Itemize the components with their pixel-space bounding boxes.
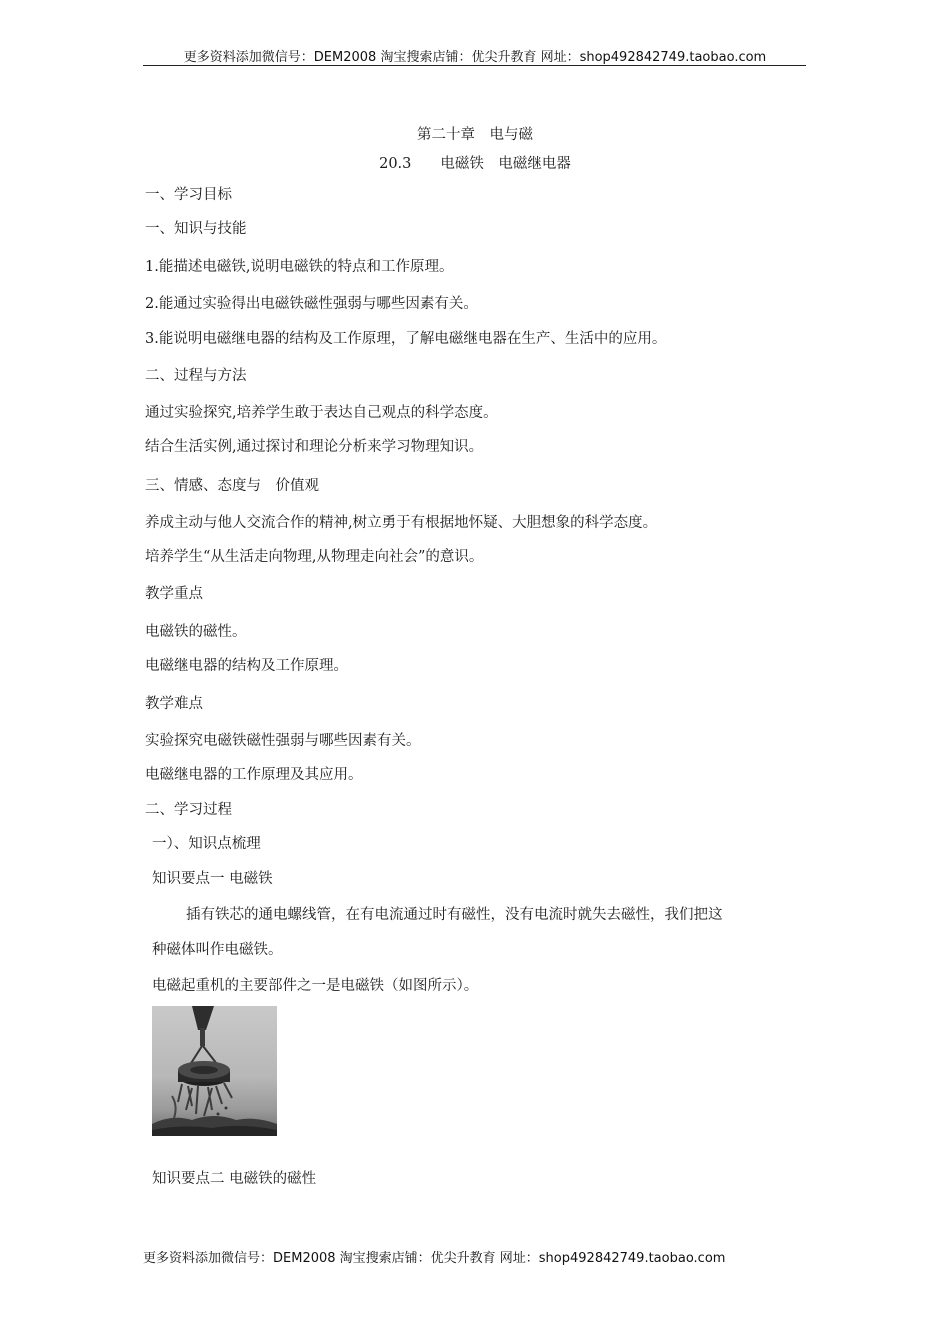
electromagnetic-crane-photo (152, 1006, 277, 1136)
focus-item-2: 电磁继电器的结构及工作原理。 (145, 658, 348, 674)
heading-teaching-difficulty: 教学难点 (145, 696, 203, 712)
paragraph-process-2: 结合生活实例,通过探讨和理论分析来学习物理知识。 (145, 439, 484, 455)
heading-attitude-values: 三、情感、态度与 价值观 (145, 478, 319, 494)
difficulty-item-2: 电磁继电器的工作原理及其应用。 (145, 767, 363, 783)
header-divider (143, 65, 806, 66)
focus-item-1: 电磁铁的磁性。 (145, 624, 247, 640)
paragraph-attitude-2: 培养学生“从生活走向物理,从物理走向社会”的意识。 (145, 549, 484, 565)
paragraph-attitude-1: 养成主动与他人交流合作的精神,树立勇于有根据地怀疑、大胆想象的科学态度。 (145, 515, 658, 531)
goal-item-3: 3.能说明电磁继电器的结构及工作原理，了解电磁继电器在生产、生活中的应用。 (145, 331, 667, 347)
goal-item-1: 1.能描述电磁铁,说明电磁铁的特点和工作原理。 (145, 259, 454, 275)
paragraph-electromagnet-line-1: 插有铁芯的通电螺线管，在有电流通过时有磁性，没有电流时就失去磁性，我们把这 (186, 907, 723, 923)
heading-knowledge-skills: 一、知识与技能 (145, 221, 247, 237)
header-text: 更多资料添加微信号：DEM2008 淘宝搜索店铺：优尖升教育 网址：shop492842749.taobao.com (183, 50, 767, 65)
heading-process-method: 二、过程与方法 (145, 368, 247, 384)
paragraph-process-1: 通过实验探究,培养学生敢于表达自己观点的科学态度。 (145, 405, 498, 421)
heading-teaching-focus: 教学重点 (145, 586, 203, 602)
heading-learning-goals: 一、学习目标 (145, 187, 232, 203)
chapter-title: 第二十章 电与磁 (417, 127, 533, 143)
heading-knowledge-review: 一）、知识点梳理 (152, 836, 261, 852)
difficulty-item-1: 实验探究电磁铁磁性强弱与哪些因素有关。 (145, 733, 421, 749)
heading-key-point-1: 知识要点一 电磁铁 (152, 871, 273, 887)
heading-key-point-2: 知识要点二 电磁铁的磁性 (152, 1171, 317, 1187)
heading-learning-process: 二、学习过程 (145, 802, 232, 818)
paragraph-crane: 电磁起重机的主要部件之一是电磁铁（如图所示）。 (152, 978, 479, 994)
paragraph-electromagnet-line-2: 种磁体叫作电磁铁。 (152, 942, 283, 958)
goal-item-2: 2.能通过实验得出电磁铁磁性强弱与哪些因素有关。 (145, 296, 478, 312)
section-title: 20.3 电磁铁 电磁继电器 (379, 156, 571, 172)
footer-text: 更多资料添加微信号：DEM2008 淘宝搜索店铺：优尖升教育 网址：shop492842749.taobao.com (143, 1251, 726, 1266)
